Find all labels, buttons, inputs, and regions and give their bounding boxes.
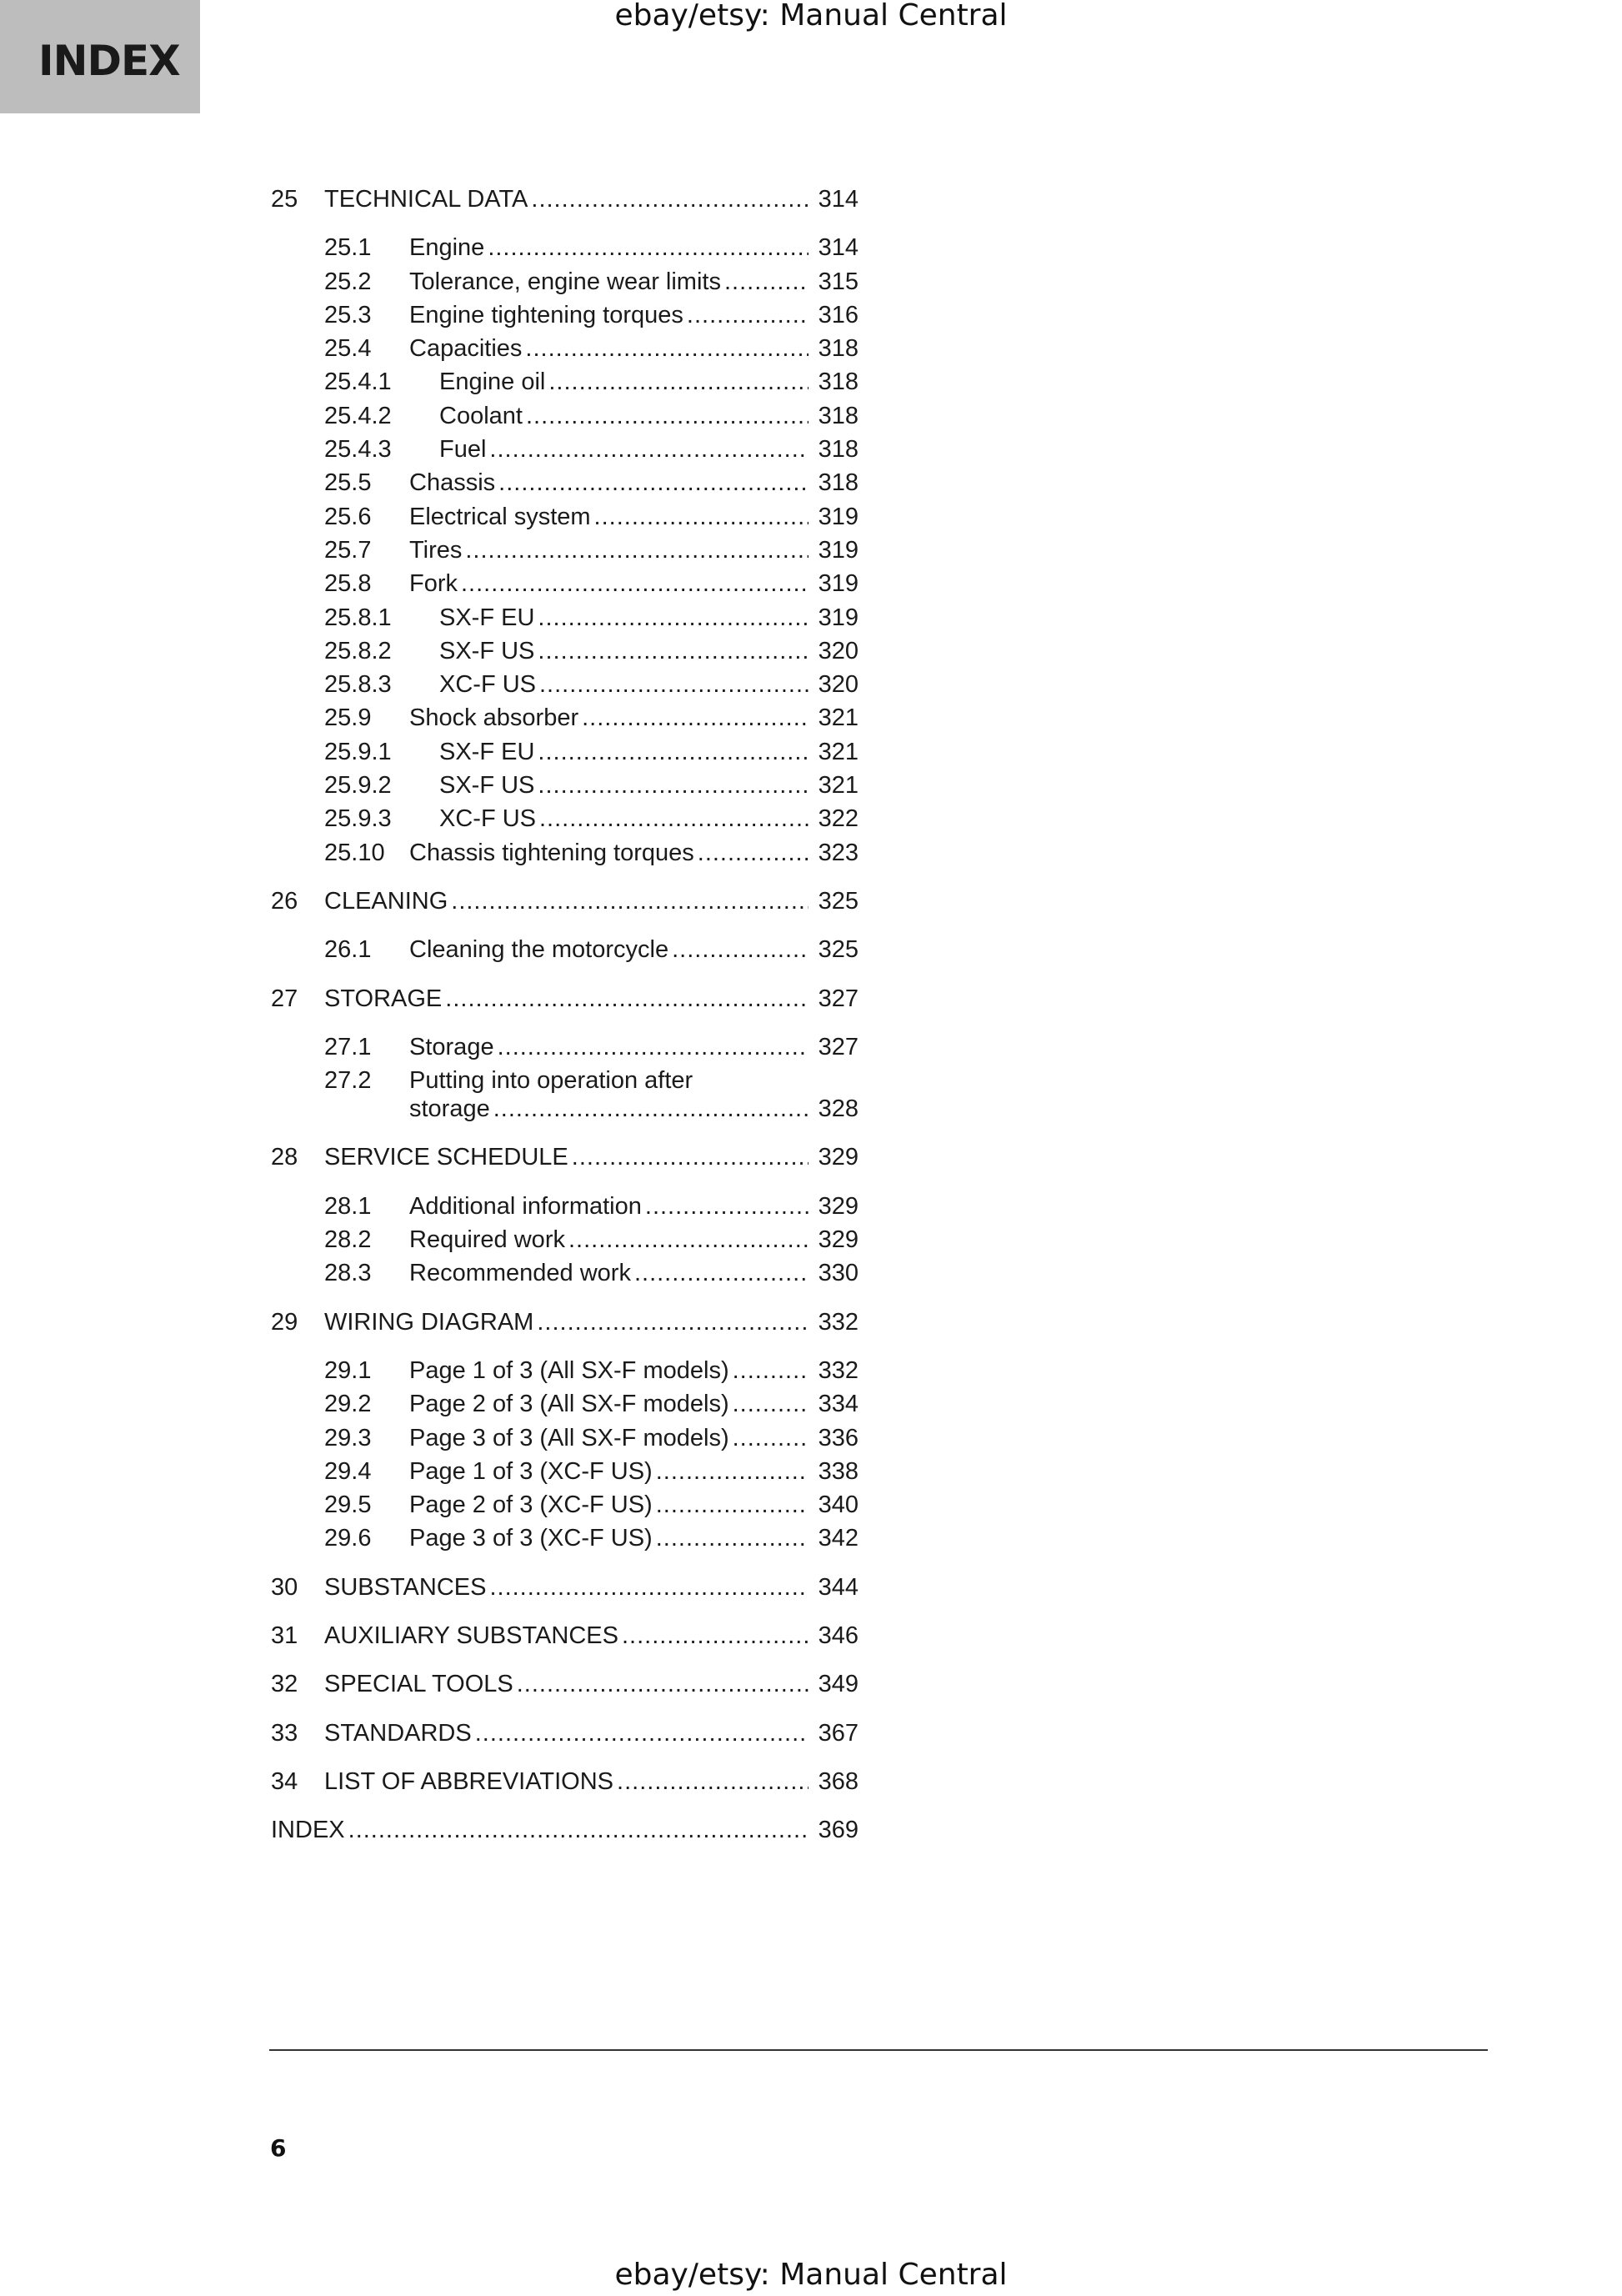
- toc-dot-leader: [517, 1667, 808, 1701]
- toc-chapter-entry[interactable]: [271, 1717, 859, 1750]
- toc-dot-leader: [537, 1306, 808, 1339]
- toc-entry-page: 314: [818, 234, 859, 262]
- toc-dot-leader: [465, 534, 808, 567]
- toc-dot-leader: [582, 701, 808, 734]
- toc-section-entry[interactable]: [271, 265, 859, 298]
- toc-entry-number: 25: [271, 186, 298, 213]
- toc-entry-number: 25.8.3: [324, 671, 392, 699]
- toc-entry-title: Fuel: [439, 436, 487, 464]
- toc-entry-title: Coolant: [439, 402, 523, 429]
- toc-entry-title: Storage: [409, 1033, 494, 1060]
- toc-entry-title: Recommended work: [409, 1260, 631, 1287]
- toc-section-entry[interactable]: [271, 365, 859, 399]
- toc-dot-leader: [645, 1190, 808, 1223]
- toc-entry-title: Page 1 of 3 (All SX-F models): [409, 1356, 729, 1384]
- toc-entry-title: WIRING DIAGRAM: [324, 1308, 534, 1336]
- toc-entry-number: 29.4: [324, 1457, 372, 1485]
- toc-entry-title: SUBSTANCES: [324, 1573, 487, 1601]
- toc-entry-page: 318: [818, 368, 859, 396]
- toc-entry-page: 325: [818, 887, 859, 915]
- toc-entry-title: SX-F US: [439, 772, 535, 800]
- index-tab-label: INDEX: [38, 37, 180, 85]
- toc-entry-page: 321: [818, 738, 859, 765]
- toc-entry-title: SERVICE SCHEDULE: [324, 1144, 568, 1171]
- toc-section-entry[interactable]: [271, 701, 859, 734]
- toc-entry-number: 28: [271, 1144, 298, 1171]
- toc-entry-page: 342: [818, 1525, 859, 1552]
- toc-entry-number: 28.1: [324, 1192, 372, 1220]
- toc-entry-number: 25.8.1: [324, 604, 392, 631]
- toc-chapter-entry[interactable]: [271, 1667, 859, 1701]
- toc-entry-number: 25.10: [324, 839, 385, 866]
- toc-entry-title: AUXILIARY SUBSTANCES: [324, 1622, 618, 1649]
- toc-entry-number: 25.9.1: [324, 738, 392, 765]
- toc-chapter-entry[interactable]: [271, 183, 859, 216]
- toc-dot-leader: [656, 1488, 808, 1521]
- toc-entry-number: 29.3: [324, 1424, 372, 1451]
- toc-dot-leader: [526, 399, 808, 433]
- toc-dot-leader: [724, 265, 808, 298]
- toc-entry-page: 319: [818, 536, 859, 564]
- toc-section-entry[interactable]: [271, 634, 859, 668]
- toc-entry-number: 25.8: [324, 570, 372, 598]
- toc-section-entry[interactable]: [271, 1190, 859, 1223]
- toc-chapter-entry[interactable]: [271, 885, 859, 918]
- toc-dot-leader: [538, 735, 808, 769]
- toc-section-entry[interactable]: [271, 735, 859, 769]
- toc-section-entry[interactable]: [271, 466, 859, 499]
- toc-section-entry[interactable]: [271, 500, 859, 534]
- toc-entry-page: 338: [818, 1457, 859, 1485]
- toc-entry-title: SX-F EU: [439, 604, 535, 631]
- toc-chapter-entry[interactable]: [271, 1765, 859, 1798]
- table-of-contents: [271, 183, 859, 1847]
- toc-section-entry[interactable]: [271, 1354, 859, 1387]
- toc-entry-title: Shock absorber: [409, 704, 579, 732]
- toc-entry-title: Tolerance, engine wear limits: [409, 268, 721, 295]
- toc-entry-number: 33: [271, 1719, 298, 1747]
- toc-entry-page: 336: [818, 1424, 859, 1451]
- toc-entry-title: TECHNICAL DATA: [324, 186, 528, 213]
- toc-entry-title: Additional information: [409, 1192, 642, 1220]
- toc-chapter-entry[interactable]: [271, 1619, 859, 1652]
- toc-entry-page: 340: [818, 1491, 859, 1519]
- toc-dot-leader: [733, 1387, 808, 1421]
- toc-entry-number: 25.9: [324, 704, 372, 732]
- toc-entry-number: 25.4: [324, 335, 372, 363]
- toc-entry-number: 29.6: [324, 1525, 372, 1552]
- toc-dot-leader: [488, 231, 808, 264]
- toc-dot-leader: [538, 634, 808, 668]
- toc-section-entry[interactable]: [271, 567, 859, 600]
- toc-entry-title-continued: storage: [409, 1095, 490, 1123]
- page-number: 6: [270, 2134, 287, 2162]
- footer-divider: [269, 2049, 1488, 2051]
- toc-entry-number: 25.8.2: [324, 637, 392, 664]
- toc-entry-number: 28.2: [324, 1226, 372, 1254]
- toc-entry-title: Engine: [409, 234, 485, 262]
- toc-entry-title: Electrical system: [409, 503, 591, 530]
- toc-section-entry[interactable]: [271, 836, 859, 870]
- toc-dot-leader: [538, 601, 808, 634]
- toc-entry-page: 323: [818, 839, 859, 866]
- toc-entry-page: 318: [818, 402, 859, 429]
- toc-dot-leader: [572, 1140, 808, 1174]
- toc-entry-page: 318: [818, 335, 859, 363]
- toc-dot-leader: [698, 836, 808, 870]
- toc-entry-page: 319: [818, 570, 859, 598]
- toc-entry-title: Engine tightening torques: [409, 301, 683, 328]
- toc-dot-leader: [622, 1619, 808, 1652]
- toc-section-entry[interactable]: [271, 1223, 859, 1256]
- toc-dot-leader: [548, 365, 808, 399]
- toc-entry-title: CLEANING: [324, 887, 448, 915]
- toc-entry-title: LIST OF ABBREVIATIONS: [324, 1767, 614, 1795]
- toc-dot-leader: [451, 885, 808, 918]
- toc-section-entry[interactable]: [271, 1521, 859, 1555]
- toc-entry-title: Page 2 of 3 (All SX-F models): [409, 1391, 729, 1418]
- toc-entry-title: STORAGE: [324, 985, 443, 1012]
- toc-entry-title: INDEX: [271, 1817, 345, 1844]
- toc-entry-title: Fork: [409, 570, 458, 598]
- toc-entry-title: Page 3 of 3 (All SX-F models): [409, 1424, 729, 1451]
- toc-dot-leader: [445, 982, 808, 1015]
- toc-section-entry[interactable]: [271, 802, 859, 835]
- toc-section-entry[interactable]: [271, 601, 859, 634]
- toc-dot-leader: [672, 933, 808, 966]
- toc-entry-page: 368: [818, 1767, 859, 1795]
- toc-entry-title: Putting into operation after: [409, 1067, 693, 1095]
- toc-entry-title: Page 1 of 3 (XC-F US): [409, 1457, 653, 1485]
- toc-entry-number: 25.7: [324, 536, 372, 564]
- toc-dot-leader: [656, 1521, 808, 1555]
- toc-entry-number: 25.3: [324, 301, 372, 328]
- toc-entry-number: 25.9.2: [324, 772, 392, 800]
- toc-entry-page: 318: [818, 436, 859, 464]
- toc-entry-page: 319: [818, 503, 859, 530]
- toc-entry-page: 329: [818, 1226, 859, 1254]
- toc-entry-page: 367: [818, 1719, 859, 1747]
- toc-section-entry[interactable]: [271, 534, 859, 567]
- toc-entry-title: Engine oil: [439, 368, 546, 396]
- toc-dot-leader: [687, 298, 808, 332]
- toc-entry-title: Chassis tightening torques: [409, 839, 694, 866]
- toc-entry-number: 27.1: [324, 1033, 372, 1060]
- toc-entry-number: 30: [271, 1573, 298, 1601]
- toc-section-entry[interactable]: [271, 668, 859, 701]
- toc-entry-page: 346: [818, 1622, 859, 1649]
- toc-section-entry[interactable]: [271, 399, 859, 433]
- toc-entry-title: XC-F US: [439, 671, 536, 699]
- toc-dot-leader: [568, 1223, 808, 1256]
- toc-entry-title: Capacities: [409, 335, 523, 363]
- toc-entry-page: 315: [818, 268, 859, 295]
- toc-chapter-entry[interactable]: [271, 1140, 859, 1174]
- toc-entry-number: 25.4.1: [324, 368, 392, 396]
- toc-entry-title: XC-F US: [439, 805, 536, 833]
- toc-entry-page: 334: [818, 1391, 859, 1418]
- toc-chapter-entry[interactable]: [271, 982, 859, 1015]
- toc-entry-page: 328: [818, 1095, 859, 1123]
- watermark-bottom: ebay/etsy: Manual Central: [614, 2258, 1008, 2292]
- toc-entry-number: 27: [271, 985, 298, 1012]
- toc-entry-page: 327: [818, 985, 859, 1012]
- toc-entry-page: 344: [818, 1573, 859, 1601]
- toc-entry-number: 26.1: [324, 936, 372, 964]
- toc-section-entry[interactable]: [271, 231, 859, 264]
- toc-entry-title: Cleaning the motorcycle: [409, 936, 669, 964]
- toc-entry-page: 369: [818, 1817, 859, 1844]
- toc-dot-leader: [475, 1717, 808, 1750]
- toc-dot-leader: [594, 500, 808, 534]
- toc-entry-number: 25.5: [324, 469, 372, 497]
- toc-entry-page: 320: [818, 671, 859, 699]
- toc-entry-number: 26: [271, 887, 298, 915]
- toc-section-entry[interactable]: [271, 433, 859, 466]
- toc-entry-number: 25.4.3: [324, 436, 392, 464]
- toc-chapter-entry[interactable]: [271, 1571, 859, 1604]
- toc-entry-number: 32: [271, 1671, 298, 1698]
- toc-entry-number: 29.2: [324, 1391, 372, 1418]
- toc-entry-title: SPECIAL TOOLS: [324, 1671, 513, 1698]
- toc-entry-number: 25.1: [324, 234, 372, 262]
- toc-dot-leader: [531, 183, 808, 216]
- toc-entry-number: 34: [271, 1767, 298, 1795]
- watermark-top: ebay/etsy: Manual Central: [614, 0, 1008, 33]
- toc-section-entry[interactable]: [271, 1455, 859, 1488]
- toc-entry-page: 325: [818, 936, 859, 964]
- toc-entry-number: 27.2: [324, 1067, 372, 1095]
- toc-entry-number: 25.9.3: [324, 805, 392, 833]
- toc-entry-title: Page 2 of 3 (XC-F US): [409, 1491, 653, 1519]
- toc-entry-number: 29.5: [324, 1491, 372, 1519]
- toc-dot-leader: [461, 567, 808, 600]
- toc-entry-page: 327: [818, 1033, 859, 1060]
- toc-entry-number: 25.2: [324, 268, 372, 295]
- toc-entry-number: 29: [271, 1308, 298, 1336]
- toc-section-entry[interactable]: [271, 1064, 859, 1095]
- toc-entry-number: 28.3: [324, 1260, 372, 1287]
- toc-entry-number: 25.4.2: [324, 402, 392, 429]
- toc-dot-leader: [656, 1455, 808, 1488]
- toc-chapter-entry[interactable]: [271, 1306, 859, 1339]
- toc-dot-leader: [733, 1421, 808, 1455]
- toc-section-entry[interactable]: [271, 1488, 859, 1521]
- toc-entry-title: SX-F EU: [439, 738, 535, 765]
- toc-dot-leader: [538, 769, 808, 802]
- toc-entry-number: 29.1: [324, 1356, 372, 1384]
- toc-dot-leader: [498, 466, 808, 499]
- toc-dot-leader: [489, 1571, 808, 1604]
- toc-section-entry[interactable]: [271, 1387, 859, 1421]
- toc-section-entry[interactable]: [271, 1030, 859, 1064]
- toc-dot-leader: [617, 1765, 808, 1798]
- toc-section-entry[interactable]: [271, 769, 859, 802]
- toc-section-entry[interactable]: [271, 1256, 859, 1290]
- toc-dot-leader: [539, 802, 808, 835]
- toc-section-entry[interactable]: [271, 933, 859, 966]
- toc-section-entry[interactable]: [271, 298, 859, 332]
- toc-entry-page: 332: [818, 1356, 859, 1384]
- toc-entry-title: Page 3 of 3 (XC-F US): [409, 1525, 653, 1552]
- toc-entry-number: 31: [271, 1622, 298, 1649]
- toc-entry-page: 330: [818, 1260, 859, 1287]
- toc-entry-title: SX-F US: [439, 637, 535, 664]
- toc-dot-leader: [525, 332, 808, 365]
- toc-dot-leader: [493, 1092, 808, 1125]
- toc-entry-number: 25.6: [324, 503, 372, 530]
- toc-entry-title: STANDARDS: [324, 1719, 472, 1747]
- toc-entry-page: 316: [818, 301, 859, 328]
- toc-dot-leader: [348, 1813, 808, 1847]
- toc-entry-page: 320: [818, 637, 859, 664]
- toc-entry-title: Required work: [409, 1226, 565, 1254]
- toc-entry-title: Chassis: [409, 469, 496, 497]
- toc-entry-page: 329: [818, 1144, 859, 1171]
- toc-entry-title: Tires: [409, 536, 463, 564]
- toc-entry-page: 318: [818, 469, 859, 497]
- toc-entry-page: 332: [818, 1308, 859, 1336]
- toc-entry-page: 314: [818, 186, 859, 213]
- toc-dot-leader: [489, 433, 808, 466]
- toc-chapter-entry[interactable]: [271, 1813, 859, 1847]
- toc-section-entry[interactable]: [271, 332, 859, 365]
- toc-dot-leader: [539, 668, 808, 701]
- toc-section-entry[interactable]: [271, 1421, 859, 1455]
- toc-entry-page: 329: [818, 1192, 859, 1220]
- toc-entry-page: 322: [818, 805, 859, 833]
- toc-entry-page: 321: [818, 704, 859, 732]
- toc-dot-leader: [733, 1354, 808, 1387]
- toc-entry-page: 319: [818, 604, 859, 631]
- toc-dot-leader: [634, 1256, 808, 1290]
- toc-entry-page: 349: [818, 1671, 859, 1698]
- toc-entry-page: 321: [818, 772, 859, 800]
- toc-dot-leader: [498, 1030, 808, 1064]
